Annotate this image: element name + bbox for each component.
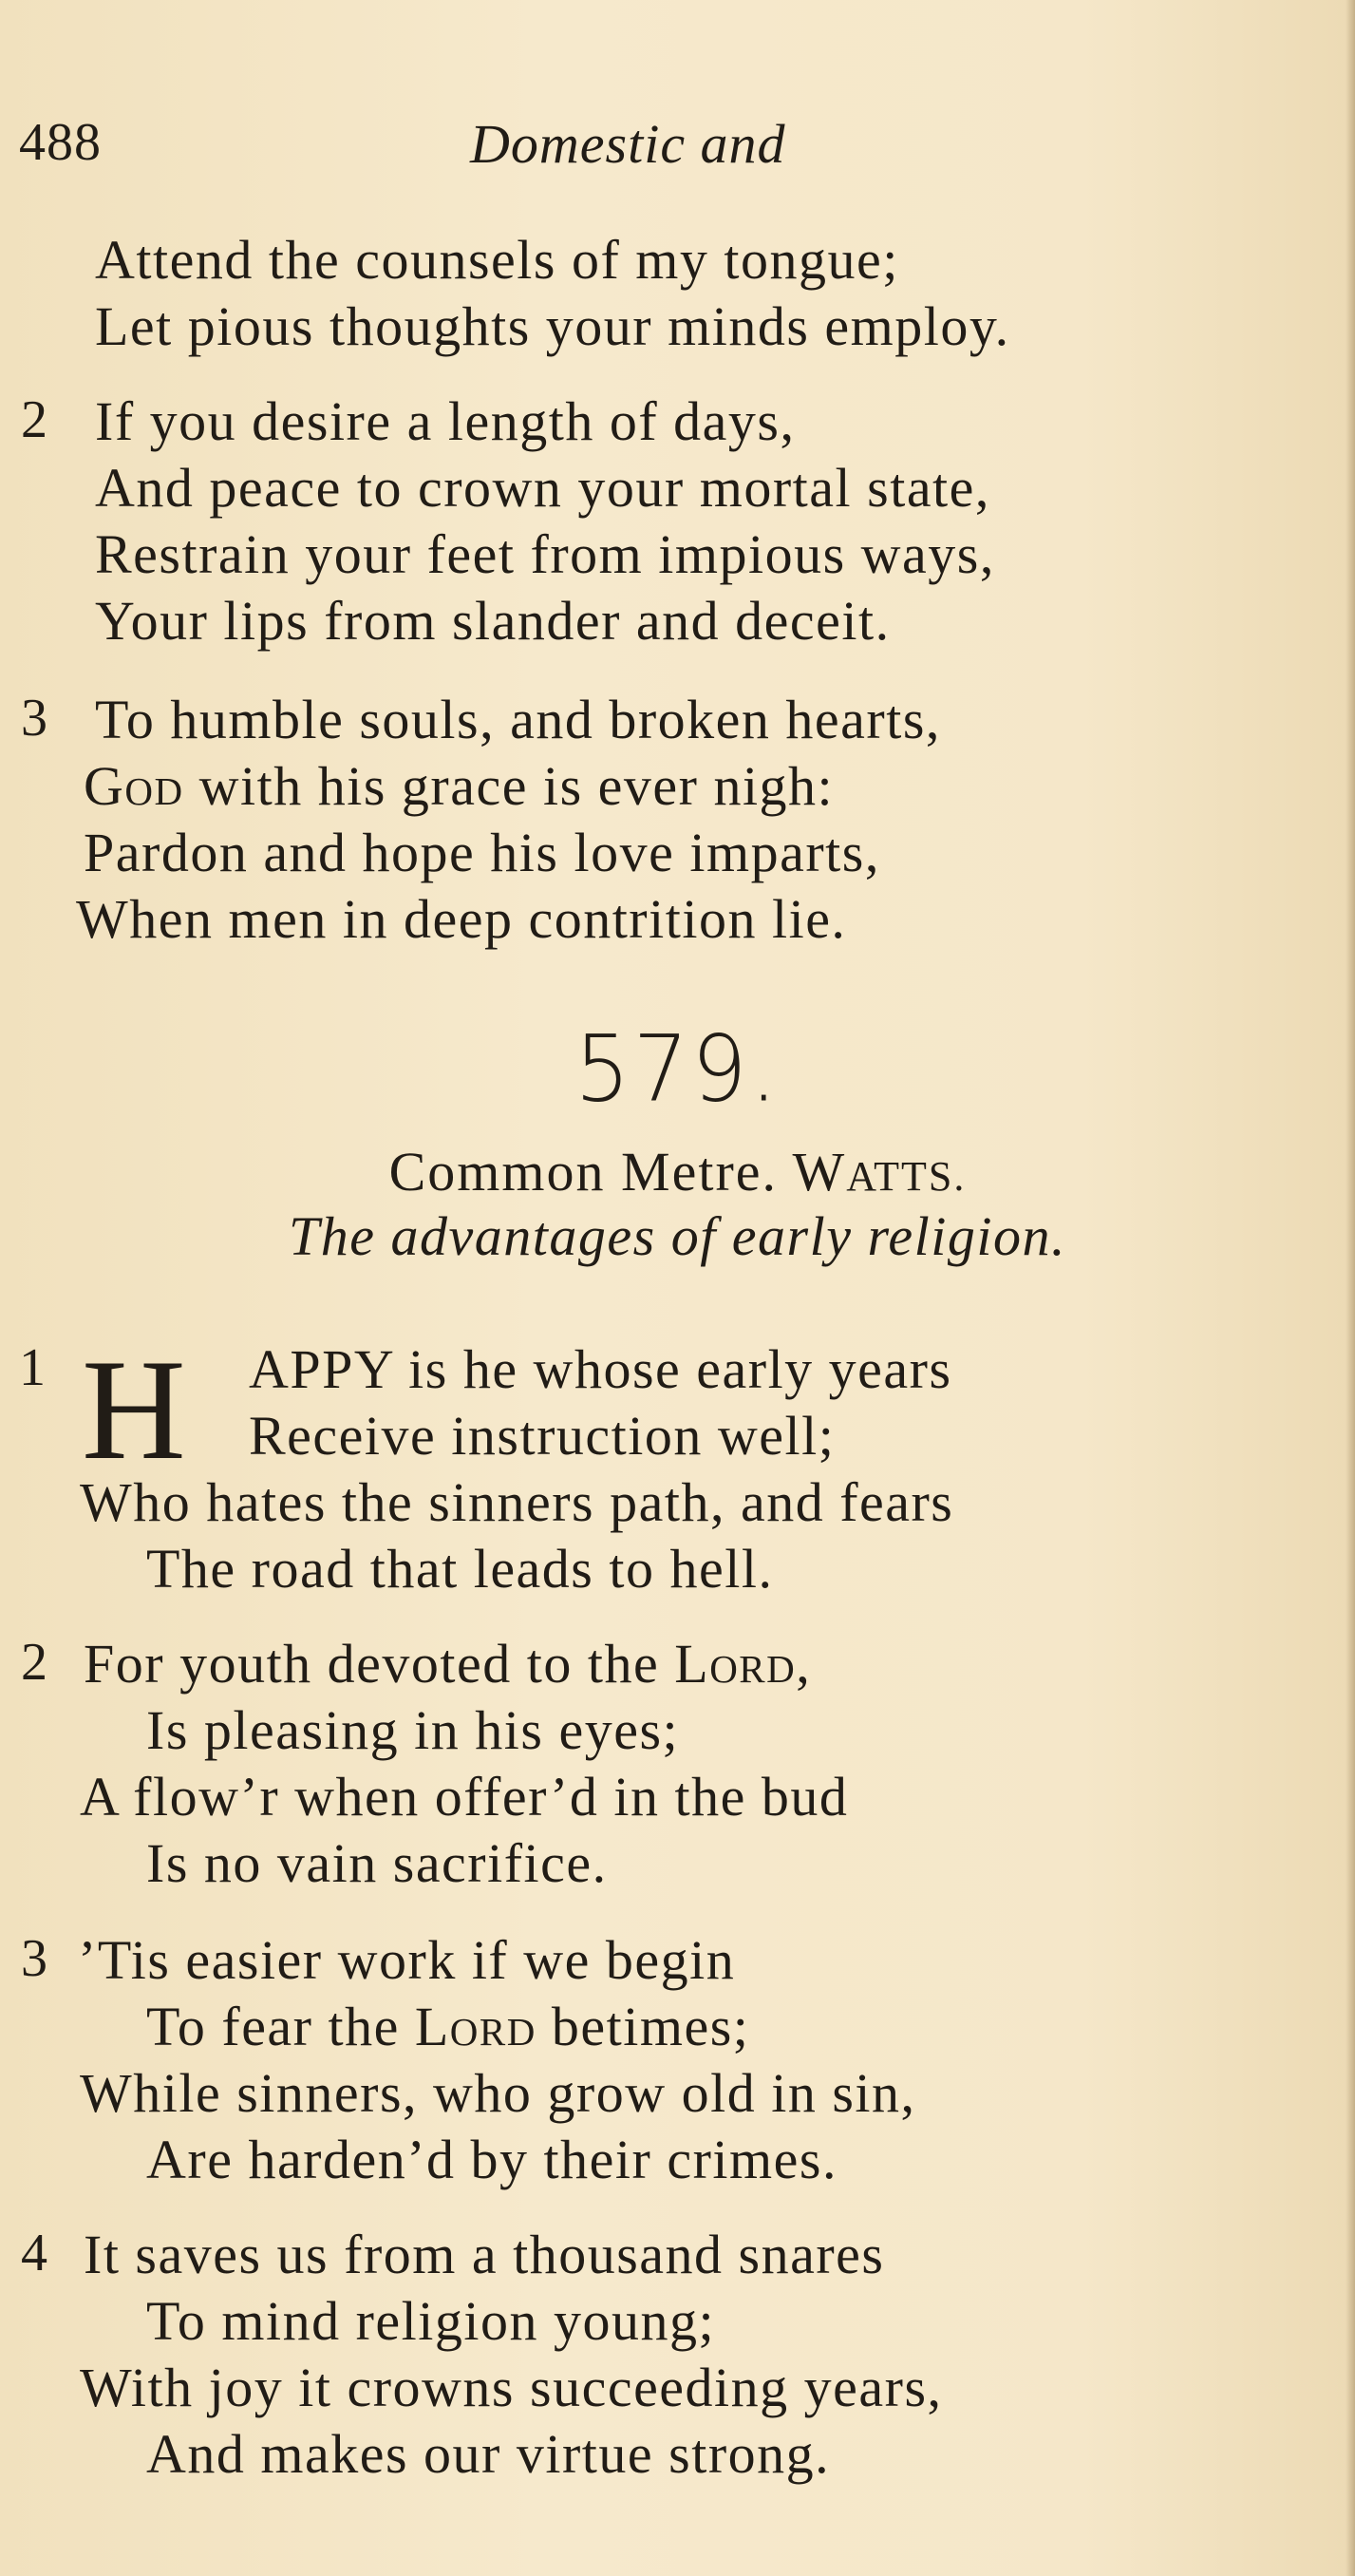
hymn-meter: Common Metre. bbox=[388, 1141, 793, 1203]
verse-line: When men in deep contrition lie. bbox=[76, 888, 847, 950]
hymn-subject: The advantages of early religion. bbox=[289, 1205, 1066, 1267]
hymn-meter-line bbox=[0, 1140, 1355, 1203]
running-head: Domestic and bbox=[470, 113, 786, 175]
verse-line: Receive instruction well; bbox=[249, 1405, 836, 1467]
verse-line: Attend the counsels of my tongue; bbox=[95, 229, 899, 291]
verse-number: 1 bbox=[19, 1338, 46, 1397]
verse-line: While sinners, who grow old in sin, bbox=[80, 2062, 916, 2124]
page-header bbox=[0, 112, 1355, 188]
verse-number: 2 bbox=[21, 1633, 47, 1692]
small-caps-word: Lord bbox=[674, 1633, 797, 1695]
verse-number: 2 bbox=[21, 390, 47, 449]
verse-line: Are harden’d by their crimes. bbox=[146, 2129, 837, 2190]
verse-line: And peace to crown your mortal state, bbox=[95, 457, 990, 519]
verse-number: 3 bbox=[21, 1929, 47, 1988]
verse-line: And makes our virtue strong. bbox=[146, 2423, 831, 2485]
verse-line-start: For youth devoted to the bbox=[84, 1633, 675, 1695]
verse-line: Is no vain sacrifice. bbox=[146, 1832, 608, 1894]
hymn-number: 579. bbox=[574, 1015, 781, 1123]
verse-line: APPY is he whose early years bbox=[249, 1338, 952, 1400]
small-caps-word: God bbox=[84, 755, 184, 817]
verse-line bbox=[146, 1995, 749, 2058]
hymn-author-initial: W bbox=[792, 1141, 847, 1203]
drop-cap: H bbox=[82, 1330, 186, 1489]
verse-line-start: To fear the bbox=[146, 1996, 415, 2057]
verse-line: To mind religion young; bbox=[146, 2290, 716, 2352]
small-caps-word: Lord bbox=[414, 1996, 536, 2057]
verse-line-end: , bbox=[796, 1633, 812, 1695]
verse-line: To humble souls, and broken hearts, bbox=[95, 689, 941, 750]
verse-line: A flow’r when offer’d in the bud bbox=[80, 1766, 849, 1828]
verse-line: ’Tis easier work if we begin bbox=[78, 1929, 736, 1991]
verse-line: Restrain your feet from impious ways, bbox=[95, 523, 995, 585]
verse-line: The road that leads to hell. bbox=[146, 1538, 774, 1600]
verse-line: It saves us from a thousand snares bbox=[84, 2224, 885, 2285]
hymn-author-rest: ATTS. bbox=[846, 1153, 967, 1200]
verse-line-end: betimes; bbox=[536, 1996, 750, 2057]
verse-line: Your lips from slander and deceit. bbox=[95, 590, 891, 652]
verse-line: Is pleasing in his eyes; bbox=[146, 1699, 680, 1761]
verse-line: Pardon and hope his love imparts, bbox=[84, 822, 880, 883]
verse-line bbox=[84, 1632, 811, 1695]
verse-line: Who hates the sinners path, and fears bbox=[80, 1471, 954, 1533]
verse-line: With joy it crowns succeeding years, bbox=[80, 2357, 943, 2418]
verse-line bbox=[84, 754, 834, 818]
page-edge-shadow bbox=[1346, 0, 1355, 2576]
verse-line-rest: with his grace is ever nigh: bbox=[183, 755, 835, 817]
verse-line: Let pious thoughts your minds employ. bbox=[95, 295, 1010, 357]
page-number: 488 bbox=[19, 113, 102, 172]
verse-line: If you desire a length of days, bbox=[95, 390, 796, 452]
verse-number: 3 bbox=[21, 689, 47, 748]
verse-number: 4 bbox=[21, 2224, 47, 2282]
